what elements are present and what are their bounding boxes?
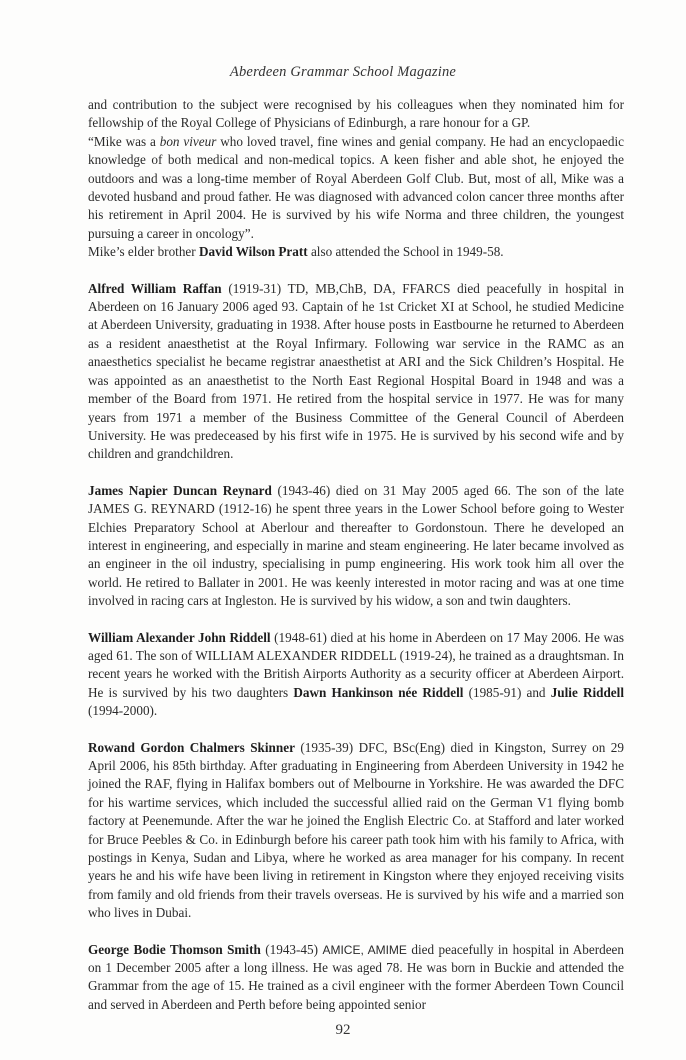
obituary-text: (1948-61) died at his home in Aberdeen on 17 May 2006. He was aged 61. The son of WILLIAM ALEXANDER RIDDELL (1919-24), he trained as a draughtsman. In recent years he worked with the British Airports Authority as a security officer at Aberdeen Airport. He is survived by his two daughters	[88, 629, 624, 700]
obituary-riddell	[88, 629, 624, 721]
obituary-name: William Alexander John Riddell	[88, 629, 271, 645]
obituary-name: Rowand Gordon Chalmers Skinner	[88, 739, 295, 755]
daughter-name: Dawn Hankinson née Riddell	[293, 684, 464, 700]
obituary-name: Alfred William Raffan	[88, 280, 222, 296]
obituary-text: (1935-39) DFC, BSc(Eng) died in Kingston, Surrey on 29 April 2006, his 85th birthday. After graduating in Engineering from Aberdeen University in 1942 he joined the RAF, flying in Halifax bombers out of Melbourne in Yorkshire. He was awarded the DFC for his wartime services, which included the successful allied raid on the German V1 flying bomb factory at Peenemunde. After the war he joined the English Electric Co. at Stafford and later worked for Bruce Peebles & Co. in Edinburgh before his career path took him with his family to Africa, with postings in Kenya, Sudan and Libya, where he worked as area manager for his company. In recent years he and his wife have been living in retirement in Kingston where they enjoyed receiving visits from family and old friends from their travels overseas. He is survived by his wife and a married son who lives in Dubai.	[88, 739, 624, 921]
obituary-text: (1919-31) TD, MB,ChB, DA, FFARCS died peacefully in hospital in Aberdeen on 16 January 2006 aged 93. Captain of he 1st Cricket XI at School, he studied Medicine at Aberdeen University, graduating in 1938. After house posts in Eastbourne he returned to Aberdeen as a resident anaesthetist at the Royal Infirmary. Following war service in the RAMC as an anaesthetics specialist he became registrar anaesthetist at ARI and the Sick Children’s Hospital. He was appointed as an anaesthetist to the North East Regional Hospital Board in 1948 and was a member of the Board from 1971. He retired from the hospital service in 1977. He was for many years from 1971 a member of the Business Committee of the General Council of Aberdeen University. He was predeceased by his first wife in 1975. He is survived by his second wife and by children and grandchildren.	[88, 280, 624, 462]
brother-name: David Wilson Pratt	[198, 244, 308, 260]
quote-text: who loved travel, fine wines and genial company. He had an encyclopaedic knowledge of both medical and non-medical topics. A keen fisher and able shot, he enjoyed the outdoors and was a long-time member of Royal Aberdeen Golf Club. But, most of all, Mike was a devoted husband and proud father. He was diagnosed with advanced colon cancer three months after his retirement in April 2004. He is survived by his wife Norma and three children, the youngest pursuing a career in oncology”.	[88, 133, 624, 241]
obituary-text: (1943-46) died on 31 May 2005 aged 66. The son of the late JAMES G. REYNARD (1912-16) he spent three years in the Lower School before going to Wester Elchies Preparatory School at Aberlour and thereafter to Gordonstoun. There he developed an interest in engineering, and especially in marine and steam engineering. He later became involved as an engineer in the oil industry, specialising in pump engineering. His work took him all over the world. He retired to Ballater in 2001. He was keenly interested in motor racing and was at one time involved in racing cars at Ingleston. He is survived by his widow, a son and twin daughters.	[88, 482, 624, 609]
brother-text: also attended the School in 1949-58.	[307, 244, 504, 260]
pratt-quote	[88, 133, 624, 243]
obituary-name: George Bodie Thomson Smith	[88, 941, 261, 957]
obituaries-column	[88, 96, 624, 1032]
daughter-name: Julie Riddell	[550, 684, 624, 700]
obituary-dates: (1943-45)	[260, 941, 323, 957]
quote-text: “Mike was a	[88, 133, 160, 149]
running-head: Aberdeen Grammar School Magazine	[229, 64, 457, 80]
obituary-qualifications: AMICE, AMIME	[322, 942, 407, 957]
obituary-smith	[88, 941, 624, 1015]
obituary-text: (1985-91) and	[463, 684, 551, 700]
quote-italic: bon viveur	[159, 133, 217, 149]
obituary-name: James Napier Duncan Reynard	[88, 482, 272, 498]
pratt-brother	[88, 243, 624, 261]
pratt-continuation: and contribution to the subject were recognised by his colleagues when they nominated him for fellowship of the Royal College of Physicians of Edinburgh, a rare honour for a GP.	[88, 97, 624, 131]
obituary-raffan	[88, 280, 624, 464]
obituary-text: (1994-2000).	[88, 703, 158, 719]
obituary-reynard	[88, 482, 624, 611]
obituary-text: died peacefully in hospital in Aberdeen on 1 December 2005 after a long illness. He was aged 78. He was born in Buckie and attended the Grammar from the age of 15. He trained as a civil engineer with the former Aberdeen Town Council and served in Aberdeen and Perth before being appointed senior	[88, 941, 624, 1012]
obituary-skinner	[88, 739, 624, 923]
page-number: 92	[335, 1022, 351, 1038]
brother-text: Mike’s elder brother	[88, 244, 199, 260]
